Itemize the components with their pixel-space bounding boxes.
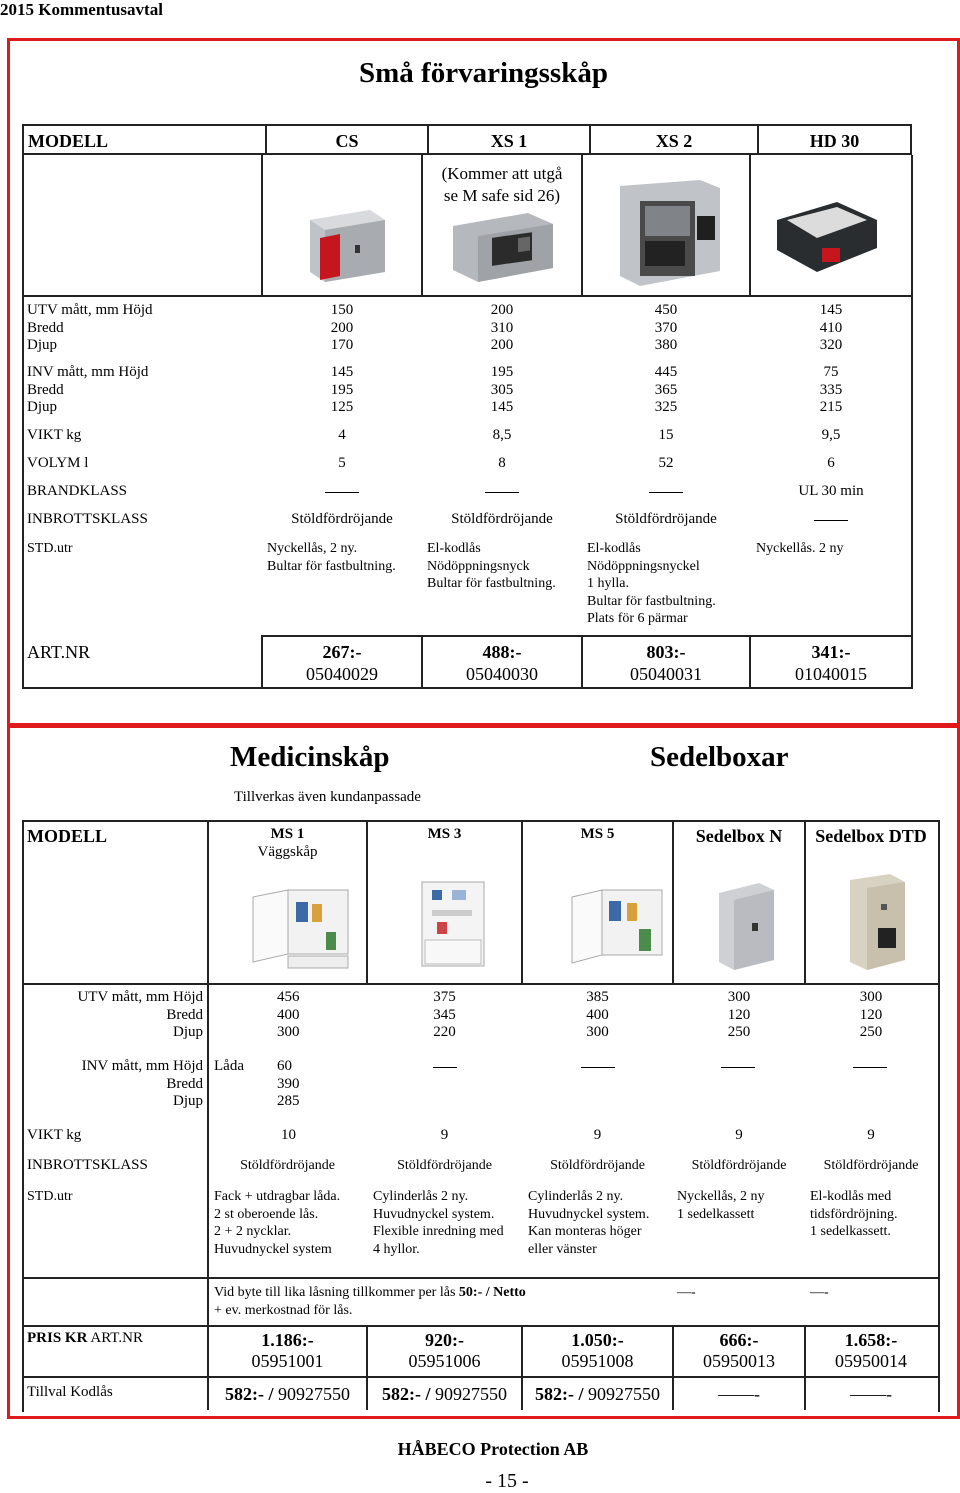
ms1-cabinet-image: [248, 882, 353, 972]
art-label: ART.NR: [27, 642, 91, 662]
price-xs1: 488:- 05040030: [466, 642, 538, 684]
inbrott-sedelbox-n: Stöldfördröjande: [691, 1158, 787, 1173]
safes-header-row: [22, 124, 912, 155]
inbrott-hd30-dash: [751, 511, 911, 529]
std-sedelbox-dtd: El-kodlås med tidsfördröjning. 1 sedelkassett.: [810, 1189, 898, 1239]
med-vikt-label: VIKT kg: [27, 1127, 82, 1143]
tillval-ms3: 582:- / 90927550: [382, 1384, 507, 1404]
vikt-xs2: 15: [658, 427, 674, 443]
inv-sedelbox-dtd-dash: [850, 1058, 890, 1076]
vikt-cs: 4: [338, 427, 346, 443]
model-ms1: MS 1 Väggskåp: [257, 826, 318, 860]
model-ms3: MS 3: [427, 826, 462, 842]
med-model-label: MODELL: [27, 826, 108, 846]
inv-ms5-dash: [578, 1058, 618, 1076]
utv-ms3: 375 345 220: [433, 989, 456, 1040]
tillval-ms1: 582:- / 90927550: [225, 1384, 350, 1404]
inv-ms1: 60 390 285: [277, 1058, 300, 1109]
utv-cs: 150 200 170: [330, 302, 354, 353]
med-std-label: STD.utr: [27, 1189, 73, 1204]
std-hd30: Nyckellås. 2 ny: [756, 541, 844, 556]
med-inbrott-label: INBROTTSKLASS: [27, 1157, 148, 1173]
utv-xs2: 450 370 380: [654, 302, 678, 353]
utv-ms1: 456 400 300: [277, 989, 300, 1040]
ms5-cabinet-image: [567, 885, 667, 970]
med-utv-labels: UTV mått, mm Höjd Bredd Djup: [77, 989, 203, 1040]
volym-cs: 5: [338, 455, 346, 471]
brand-xs1-dash: [423, 483, 581, 501]
std-label: STD.utr: [27, 541, 73, 556]
utv-sedelbox-dtd: 300 120 250: [859, 989, 883, 1040]
pris-label: PRIS KR ART.NR: [27, 1330, 143, 1346]
price-hd30: 341:- 01040015: [795, 642, 867, 684]
std-xs2: El-kodlås Nödöppningsnyckel 1 hylla. Bultar för fastbultning. Plats för 6 pärmar: [587, 541, 716, 626]
page-number: - 15 -: [485, 1470, 529, 1492]
vikt-ms5: 9: [593, 1127, 602, 1143]
brand-hd30: UL 30 min: [798, 483, 864, 499]
vikt-xs1: 8,5: [492, 427, 512, 443]
sedelbox-n-image: [714, 878, 779, 973]
footer-company: HÅBECO Protection AB: [397, 1439, 589, 1459]
sedelbox-title: Sedelboxar: [650, 741, 789, 773]
price-ms1: 1.186:- 05951001: [251, 1330, 324, 1371]
xs2-safe-image: [615, 176, 725, 291]
utv-ms5: 385 400 300: [586, 989, 609, 1040]
xs1-note: (Kommer att utgå se M safe sid 26): [441, 164, 563, 205]
lock-note: Vid byte till lika låsning tillkommer per lås 50:- / Netto + ev. merkostnad för lås.: [214, 1285, 526, 1318]
tillval-label: Tillval Kodlås: [27, 1384, 113, 1400]
medicine-subtitle: Tillverkas även kundanpassade: [234, 789, 421, 805]
inv-ms1-lada: Låda: [214, 1058, 244, 1074]
cs-safe-image: [300, 200, 390, 285]
brand-label: BRANDKLASS: [27, 483, 128, 499]
price-sedelbox-dtd: 1.658:- 05950014: [835, 1330, 907, 1371]
std-ms5: Cylinderlås 2 ny. Huvudnyckel system. Kan monteras höger eller vänster: [528, 1189, 650, 1257]
sedelbox-dtd-image: [845, 870, 910, 975]
utv-hd30: 145 410 320: [819, 302, 843, 353]
inv-xs2: 445 365 325: [654, 364, 678, 415]
tillval-ms5: 582:- / 90927550: [535, 1384, 660, 1404]
safes-title: Små förvaringsskåp: [359, 57, 608, 89]
inv-labels: INV mått, mm Höjd Bredd Djup: [27, 364, 149, 415]
price-ms5: 1.050:- 05951008: [561, 1330, 634, 1371]
tillval-sedelbox-dtd-dash: ——-: [850, 1384, 892, 1404]
brand-xs2-dash: [583, 483, 749, 501]
price-cs: 267:- 05040029: [306, 642, 378, 684]
model-label: MODELL: [23, 125, 266, 154]
lock-note-sedelbox-dtd-dash: —-: [810, 1285, 829, 1300]
inv-sedelbox-n-dash: [718, 1058, 758, 1076]
inbrott-cs: Stöldfördröjande: [291, 511, 393, 527]
inv-ms3-dash: [425, 1058, 465, 1076]
inv-hd30: 75 335 215: [819, 364, 843, 415]
inv-xs1: 195 305 145: [490, 364, 514, 415]
tillval-sedelbox-n-dash: ——-: [718, 1384, 760, 1404]
med-inv-labels: INV mått, mm Höjd Bredd Djup: [81, 1058, 203, 1109]
utv-labels: UTV mått, mm Höjd Bredd Djup: [27, 302, 153, 353]
utv-xs1: 200 310 200: [490, 302, 514, 353]
std-cs: Nyckellås, 2 ny. Bultar för fastbultning.: [267, 541, 396, 574]
inbrott-ms3: Stöldfördröjande: [397, 1158, 492, 1173]
inbrott-sedelbox-dtd: Stöldfördröjande: [823, 1158, 919, 1173]
vikt-sedelbox-n: 9: [735, 1127, 743, 1143]
volym-xs2: 52: [658, 455, 674, 471]
model-hd30: HD 30: [758, 125, 911, 154]
volym-xs1: 8: [498, 455, 506, 471]
model-xs2: XS 2: [590, 125, 758, 154]
std-xs1: El-kodlås Nödöppningsnyck Bultar för fastbultning.: [427, 541, 556, 591]
xs1-safe-image: [448, 208, 558, 288]
price-xs2: 803:- 05040031: [630, 642, 702, 684]
volym-label: VOLYM l: [27, 455, 89, 471]
inbrott-ms5: Stöldfördröjande: [550, 1158, 645, 1173]
utv-sedelbox-n: 300 120 250: [727, 989, 751, 1040]
std-ms1: Fack + utdragbar låda. 2 st oberoende lås. 2 + 2 nycklar. Huvudnyckel system: [214, 1189, 341, 1257]
vikt-sedelbox-dtd: 9: [867, 1127, 875, 1143]
inbrott-ms1: Stöldfördröjande: [240, 1158, 335, 1173]
ms3-cabinet-image: [417, 878, 492, 973]
inbrott-xs2: Stöldfördröjande: [615, 511, 717, 527]
brand-cs-dash: [263, 483, 421, 501]
model-cs: CS: [266, 125, 428, 154]
medicine-title: Medicinskåp: [230, 741, 390, 773]
model-ms5: MS 5: [580, 826, 615, 842]
price-sedelbox-n: 666:- 05950013: [703, 1330, 775, 1371]
lock-note-sedelbox-n-dash: —-: [677, 1285, 696, 1300]
model-sedelbox-dtd: Sedelbox DTD: [815, 826, 927, 846]
vikt-ms3: 9: [440, 1127, 449, 1143]
std-sedelbox-n: Nyckellås, 2 ny 1 sedelkassett: [677, 1189, 765, 1222]
volym-hd30: 6: [827, 455, 835, 471]
price-ms3: 920:- 05951006: [408, 1330, 481, 1371]
inv-cs: 145 195 125: [330, 364, 354, 415]
std-ms3: Cylinderlås 2 ny. Huvudnyckel system. Flexible inredning med 4 hyllor.: [373, 1189, 504, 1257]
hd30-safe-image: [772, 190, 882, 280]
model-sedelbox-n: Sedelbox N: [695, 826, 783, 846]
document-header: 2015 Kommentusavtal: [0, 0, 163, 19]
vikt-hd30: 9,5: [821, 427, 841, 443]
inbrott-xs1: Stöldfördröjande: [451, 511, 553, 527]
vikt-label: VIKT kg: [27, 427, 82, 443]
vikt-ms1: 10: [281, 1127, 296, 1143]
inbrott-label: INBROTTSKLASS: [27, 511, 148, 527]
model-xs1: XS 1: [428, 125, 590, 154]
